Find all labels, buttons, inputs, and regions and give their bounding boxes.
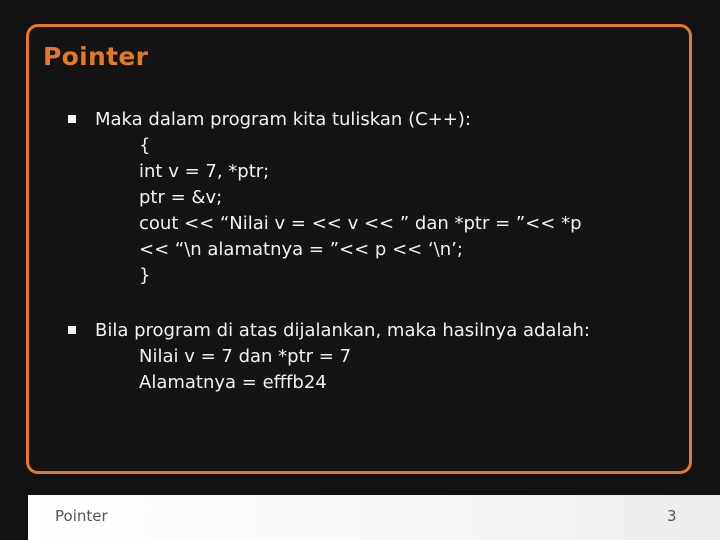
- footer: [0, 495, 720, 540]
- footer-bar: [28, 495, 720, 540]
- bullet-item: [68, 107, 582, 133]
- code-line: ptr = &v;: [139, 187, 223, 208]
- code-line: << “\n alamatnya = ”<< p << ‘\n’;: [139, 239, 463, 260]
- bullet-text: Maka dalam program kita tuliskan (C++):: [95, 109, 471, 130]
- output-line: Nilai v = 7 dan *ptr = 7: [139, 346, 352, 367]
- square-bullet-icon: [68, 326, 76, 334]
- bullet-item: [68, 318, 590, 344]
- square-bullet-icon: [68, 115, 76, 123]
- slide-title: Pointer: [43, 42, 149, 71]
- code-listing: [68, 133, 582, 289]
- code-line: }: [139, 265, 151, 286]
- code-line: cout << “Nilai v = << v << ” dan *ptr = ”<< *p: [139, 213, 582, 234]
- bullet-text: Bila program di atas dijalankan, maka hasilnya adalah:: [95, 320, 590, 341]
- code-line: int v = 7, *ptr;: [139, 161, 270, 182]
- bullet-block-output: [68, 318, 590, 396]
- code-line: {: [139, 135, 151, 156]
- output-line: Alamatnya = efffb24: [139, 372, 327, 393]
- footer-label: Pointer: [55, 507, 108, 525]
- bullet-block-code: [68, 107, 582, 289]
- output-listing: [68, 344, 590, 396]
- page-number: 3: [667, 507, 677, 525]
